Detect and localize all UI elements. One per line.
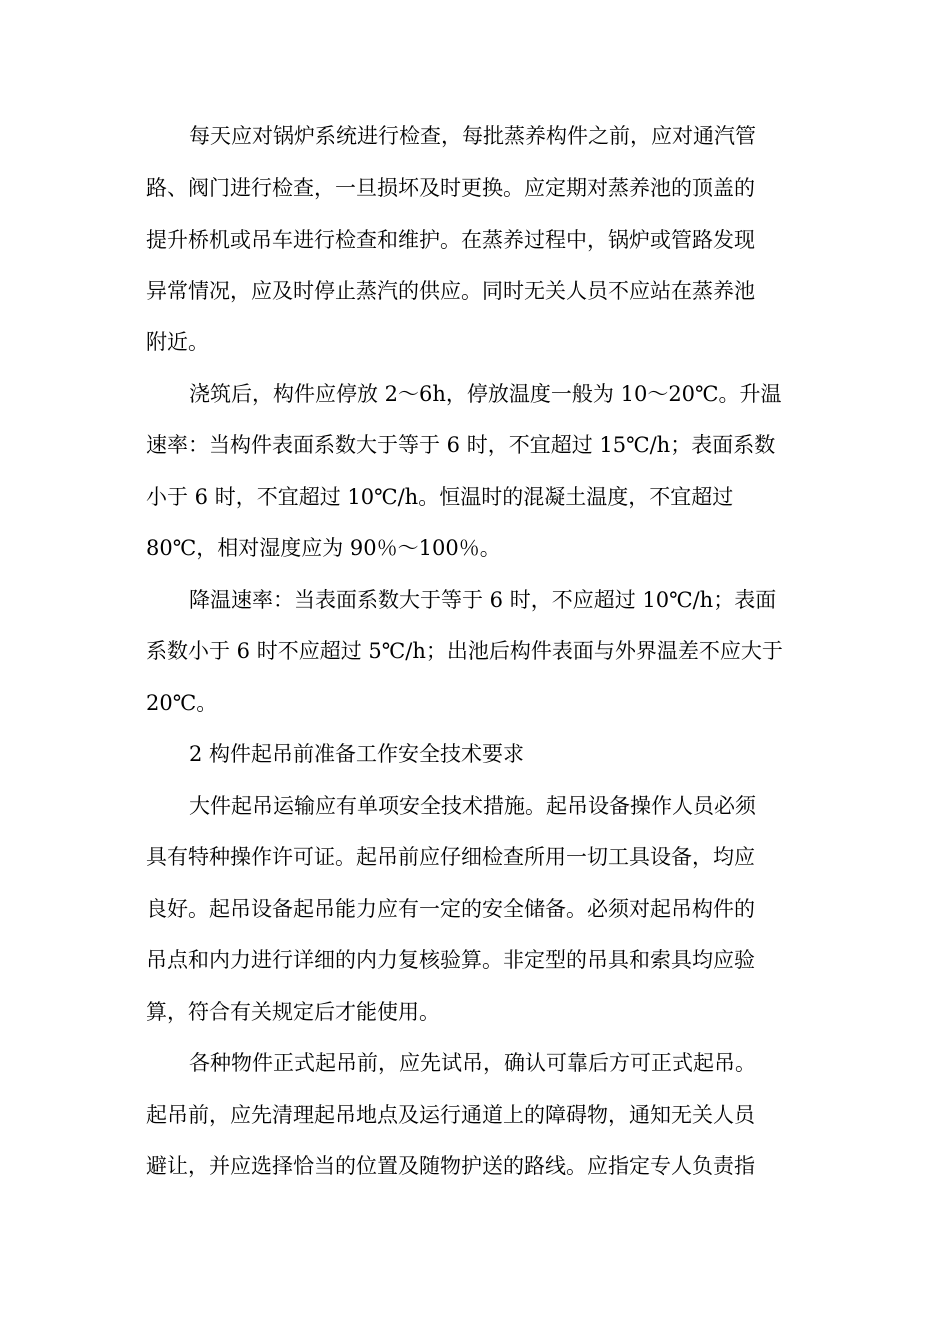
paragraph-4-line-3: 良好。起吊设备起吊能力应有一定的安全储备。必须对起吊构件的 [146,897,755,921]
paragraph-5-line-2: 起吊前，应先清理起吊地点及运行通道上的障碍物，通知无关人员 [146,1103,755,1127]
paragraph-5-line-1: 各种物件正式起吊前，应先试吊，确认可靠后方可正式起吊。 [189,1051,756,1075]
paragraph-1-line-2: 路、阀门进行检查，一旦损坏及时更换。应定期对蒸养池的顶盖的 [146,176,755,200]
paragraph-4-line-5: 算，符合有关规定后才能使用。 [146,1000,440,1024]
paragraph-3-line-1: 降温速率：当表面系数大于等于 6 时，不应超过 10℃/h；表面 [189,588,777,612]
paragraph-1-line-4: 异常情况，应及时停止蒸汽的供应。同时无关人员不应站在蒸养池 [146,279,755,303]
paragraph-4-line-2: 具有特种操作许可证。起吊前应仔细检查所用一切工具设备，均应 [146,845,755,869]
paragraph-3-line-2: 系数小于 6 时不应超过 5℃/h；出池后构件表面与外界温差不应大于 [146,639,783,663]
section-heading: 2 构件起吊前准备工作安全技术要求 [189,742,525,766]
paragraph-1-line-5: 附近。 [146,330,209,354]
paragraph-2-line-4: 80℃，相对湿度应为 90％～100％。 [146,536,501,560]
paragraph-1-line-3: 提升桥机或吊车进行检查和维护。在蒸养过程中，锅炉或管路发现 [146,228,755,252]
paragraph-4-line-4: 吊点和内力进行详细的内力复核验算。非定型的吊具和索具均应验 [146,948,755,972]
paragraph-3-line-3: 20℃。 [146,691,218,715]
paragraph-2-line-3: 小于 6 时，不宜超过 10℃/h。恒温时的混凝土温度，不宜超过 [146,485,734,509]
paragraph-4-line-1: 大件起吊运输应有单项安全技术措施。起吊设备操作人员必须 [189,794,756,818]
paragraph-2-line-1: 浇筑后，构件应停放 2～6h，停放温度一般为 10～20℃。升温 [189,382,782,406]
paragraph-2-line-2: 速率：当构件表面系数大于等于 6 时，不宜超过 15℃/h；表面系数 [146,433,776,457]
paragraph-1-line-1: 每天应对锅炉系统进行检查，每批蒸养构件之前，应对通汽管 [189,124,756,148]
paragraph-5-line-3: 避让，并应选择恰当的位置及随物护送的路线。应指定专人负责指 [146,1154,755,1178]
